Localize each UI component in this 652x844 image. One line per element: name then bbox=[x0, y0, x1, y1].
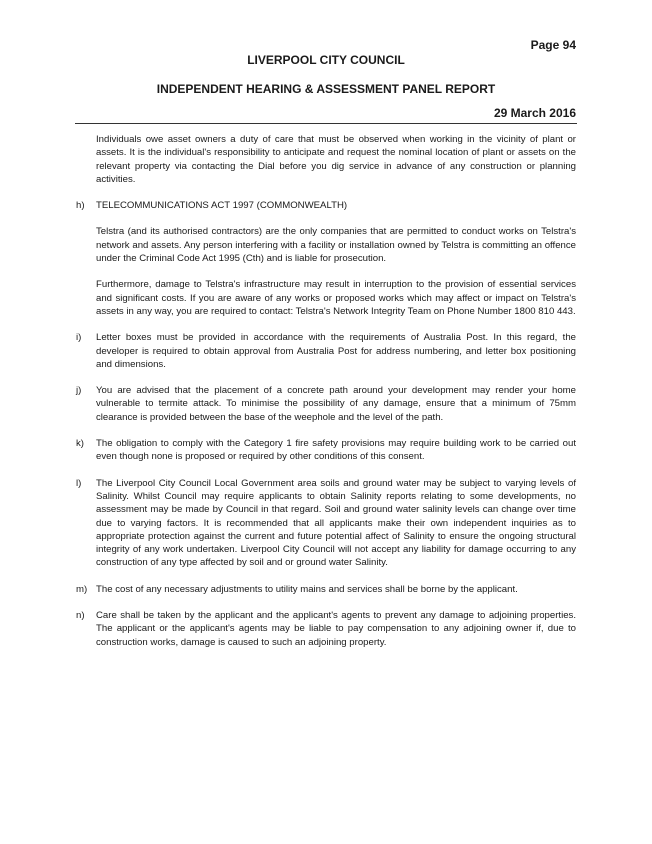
intro-paragraph: Individuals owe asset owners a duty of care that must be observed when working in the vicinity of plant or assets. It is the individual's responsibility to anticipate and request the nominal location of plant or assets on the relevant property via contacting the Dial before you dig service in advance of any construction or planning activities. bbox=[96, 134, 576, 185]
item-text: Care shall be taken by the applicant and the applicant's agents to prevent any damage to adjoining properties. The applicant or the applicant's agents may be liable to pay compensation to any adjoining owner if, due to construction works, damage is caused to such an adjoining property. bbox=[96, 610, 576, 648]
list-item-j bbox=[76, 384, 576, 424]
list-item-l bbox=[76, 477, 576, 570]
list-item-h bbox=[76, 199, 576, 212]
list-item-i bbox=[76, 331, 576, 371]
item-label: n) bbox=[76, 610, 85, 622]
item-paragraph: Telstra (and its authorised contractors) are the only companies that are permitted to conduct works on Telstra's network and assets. Any person interfering with a facility or installation owned by Telstra is committing an offence under the Criminal Code Act 1995 (Cth) and is liable for prosecution. bbox=[96, 226, 576, 265]
item-heading: TELECOMMUNICATIONS ACT 1997 (COMMONWEALTH) bbox=[96, 200, 348, 212]
list-item-m bbox=[76, 583, 576, 596]
item-label: h) bbox=[76, 200, 85, 212]
item-text: The cost of any necessary adjustments to utility mains and services shall be borne by the applicant. bbox=[96, 583, 518, 595]
item-label: l) bbox=[76, 477, 82, 489]
item-label: i) bbox=[76, 332, 82, 344]
item-label: k) bbox=[76, 438, 84, 450]
item-text: You are advised that the placement of a concrete path around your development may render your home vulnerable to termite attack. To minimise the possibility of any damage, ensure that a minimum of 75mm clearance is provided between the base of the weephole and the level of the path. bbox=[96, 385, 576, 423]
list-item-n bbox=[76, 609, 576, 649]
item-text: The Liverpool City Council Local Government area soils and ground water may be subject to varying levels of Salinity. Whilst Council may require applicants to obtain Salinity reports relating to some developments, no assessment may be made by Council in that regard. Soil and ground water salinity levels can change over time due to varying factors. It is recommended that all applicants make their own independent inquiries as to appropriate protection against the current and future potential affect of Salinity to ensure the ongoing structural integrity of any work undertaken. Liverpool City Council will not accept any liability for damage occurring to any construction of any type affected by soil and or ground water Salinity. bbox=[96, 477, 576, 569]
header-rule bbox=[75, 123, 577, 124]
report-date: 29 March 2016 bbox=[493, 106, 576, 120]
list-item-k bbox=[76, 437, 576, 464]
item-text: Letter boxes must be provided in accordance with the requirements of Australia Post. In this regard, the developer is required to obtain approval from Australia Post for address numbering, and letter box positioning and dimensions. bbox=[96, 332, 576, 370]
item-label: j) bbox=[76, 385, 82, 397]
council-name: LIVERPOOL CITY COUNCIL bbox=[247, 53, 405, 67]
document-body bbox=[76, 133, 576, 649]
report-title: INDEPENDENT HEARING & ASSESSMENT PANEL REPORT bbox=[156, 82, 496, 96]
item-text: The obligation to comply with the Category 1 fire safety provisions may require building work to be carried out even though none is proposed or required by other conditions of this consent. bbox=[96, 438, 576, 463]
item-paragraph: Furthermore, damage to Telstra's infrastructure may result in interruption to the provision of essential services and significant costs. If you are aware of any works or proposed works which may affect or impact on Telstra's assets in any way, you are required to contact: Telstra's Network Integrity Team on Phone Number 1800 810 443. bbox=[96, 279, 576, 317]
item-label: m) bbox=[76, 583, 88, 595]
page-number: Page 94 bbox=[530, 38, 576, 52]
